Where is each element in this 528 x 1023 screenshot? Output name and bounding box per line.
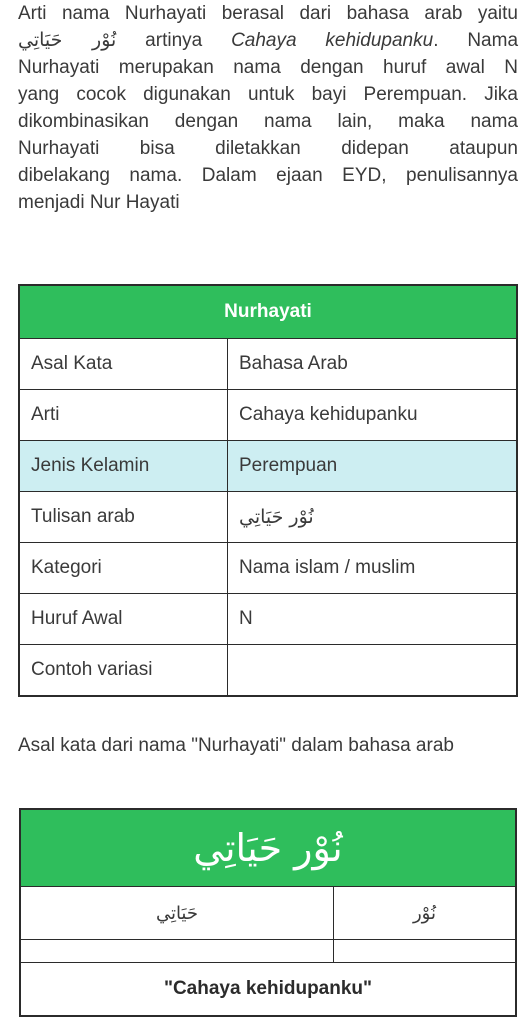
intro-line: dikombinasikan dengan nama lain, maka nama xyxy=(18,111,518,132)
blank-cell xyxy=(333,940,516,963)
intro-paragraph xyxy=(18,0,518,216)
intro-line: dibelakang nama. Dalam ejaan EYD, penulisannya xyxy=(18,165,518,186)
row-value: Nama islam / muslim xyxy=(228,543,518,594)
table-row xyxy=(19,645,517,697)
arabic-origin-caption: Asal kata dari nama "Nurhayati" dalam bahasa arab xyxy=(18,735,454,756)
intro-line: yang cocok digunakan untuk bayi Perempuan. Jika xyxy=(18,84,518,105)
table-row xyxy=(19,492,517,543)
row-value: Cahaya kehidupanku xyxy=(228,390,518,441)
arabic-breakdown-table xyxy=(19,808,517,1017)
table-row xyxy=(19,339,517,390)
arabic-name: نُوْر حَيَاتِي xyxy=(18,29,117,51)
intro-line xyxy=(18,27,518,54)
arabic-value: نُوْر حَيَاتِي xyxy=(239,505,314,528)
row-value xyxy=(228,645,518,697)
row-key: Asal Kata xyxy=(19,339,228,390)
table-row xyxy=(19,543,517,594)
row-key: Huruf Awal xyxy=(19,594,228,645)
arabic-word-text: نُوْر xyxy=(412,902,436,924)
arabic-word-hayati xyxy=(20,887,333,940)
intro-line: menjadi Nur Hayati xyxy=(18,192,180,213)
meaning-italic: Cahaya kehidupanku xyxy=(231,30,434,51)
row-key: Arti xyxy=(19,390,228,441)
meaning-cell: "Cahaya kehidupanku" xyxy=(20,963,516,1017)
table-row xyxy=(19,594,517,645)
blank-cell xyxy=(20,940,333,963)
name-info-table xyxy=(18,284,518,697)
row-value: Perempuan xyxy=(228,441,518,492)
row-key: Jenis Kelamin xyxy=(19,441,228,492)
arabic-full-text: نُوْر حَيَاتِي xyxy=(193,825,343,870)
arabic-word-text: حَيَاتِي xyxy=(155,902,198,924)
row-key: Contoh variasi xyxy=(19,645,228,697)
table-row xyxy=(19,390,517,441)
intro-line: Nurhayati bisa diletakkan didepan ataupun xyxy=(18,138,518,159)
arabic-word-nur xyxy=(333,887,516,940)
intro-line: Nurhayati merupakan nama dengan huruf awal N xyxy=(18,57,518,78)
intro-word: artinya xyxy=(145,30,203,51)
row-value: N xyxy=(228,594,518,645)
table-header: Nurhayati xyxy=(19,285,517,339)
intro-line: Arti nama Nurhayati berasal dari bahasa arab yaitu xyxy=(18,3,518,24)
row-value: Bahasa Arab xyxy=(228,339,518,390)
row-key: Tulisan arab xyxy=(19,492,228,543)
table-row-highlighted xyxy=(19,441,517,492)
row-value xyxy=(228,492,518,543)
intro-word: . Nama xyxy=(433,30,519,51)
arabic-full-name xyxy=(20,809,516,887)
row-key: Kategori xyxy=(19,543,228,594)
